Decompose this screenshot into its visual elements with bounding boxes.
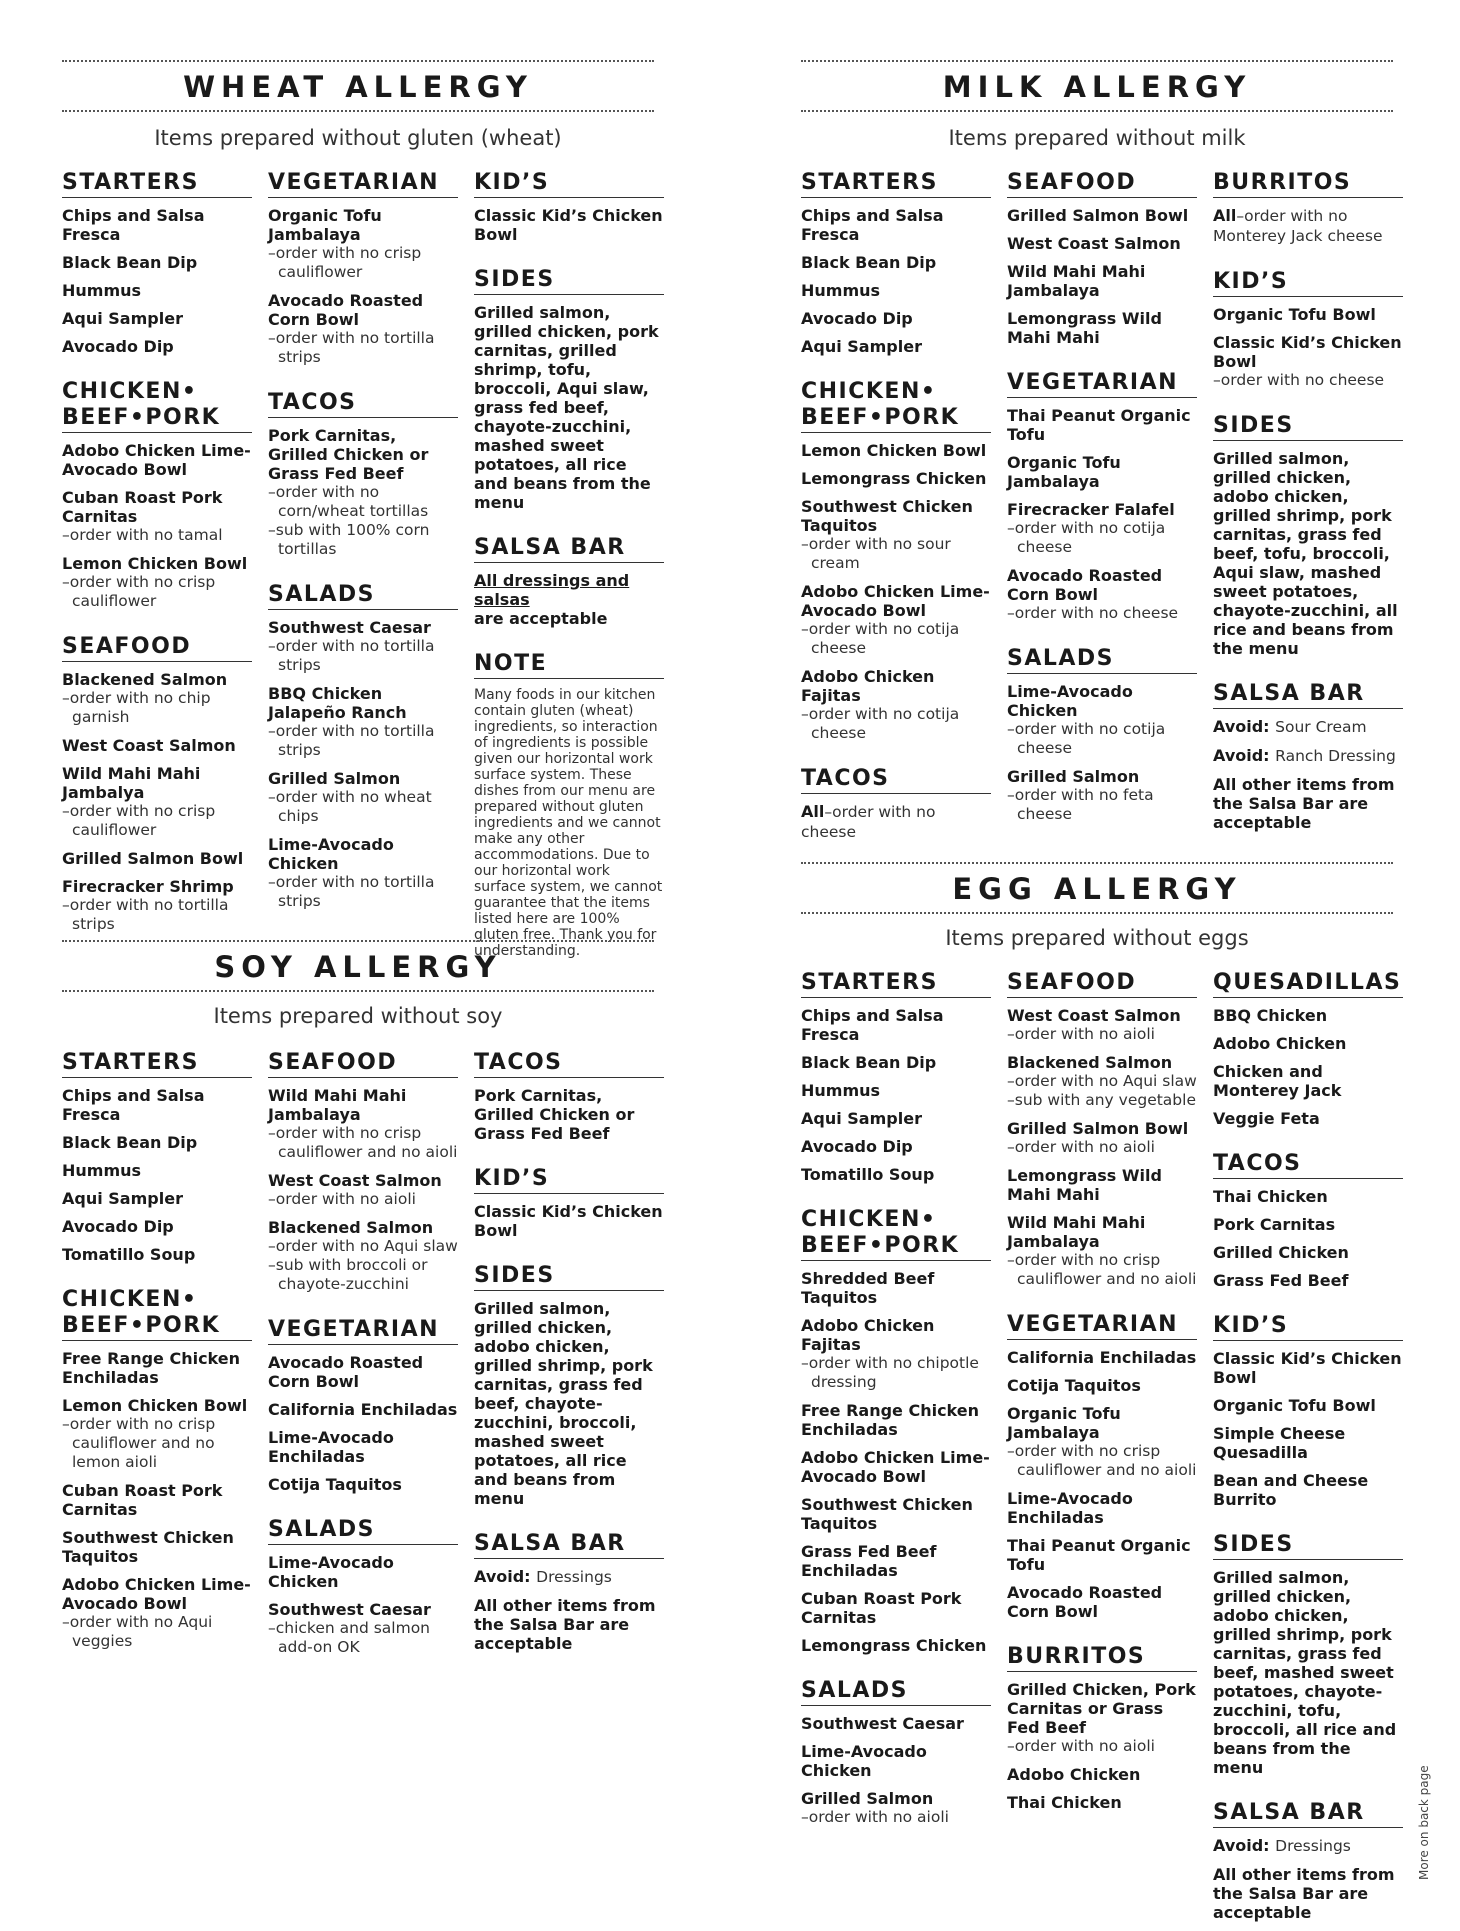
menu-item: Grilled salmon, grilled chicken, pork carnitas, grilled shrimp, tofu, broccoli, Aqui slaw, grass fed beef, chayote-zucchini, mashed sweet potatoes, all rice and beans from the menu bbox=[474, 303, 659, 512]
dotted-divider bbox=[801, 110, 1393, 112]
milk-column-3 bbox=[1213, 170, 1403, 841]
menu-item: Avocado Dip bbox=[801, 1137, 913, 1156]
dotted-divider bbox=[801, 912, 1393, 914]
menu-item: West Coast Salmon – order with no aioli bbox=[268, 1171, 458, 1209]
menu-item: Adobo Chicken bbox=[1007, 1765, 1141, 1784]
menu-item: Grilled Salmon Bowl bbox=[1007, 206, 1189, 225]
menu-item: Cuban Roast Pork Carnitas – order with no tamal bbox=[62, 488, 252, 545]
menu-item: Thai Chicken bbox=[1213, 1187, 1328, 1206]
menu-item: Wild Mahi Mahi Jambalaya bbox=[1007, 262, 1146, 300]
menu-item: California Enchiladas bbox=[1007, 1348, 1197, 1367]
menu-item: Blackened Salmon – order with no chip garnish bbox=[62, 670, 252, 727]
menu-item: Grilled Chicken bbox=[1213, 1243, 1349, 1262]
soy-section-header bbox=[62, 940, 654, 992]
menu-item: Lemon Chicken Bowl – order with no crisp cauliflower and no lemon aioli bbox=[62, 1396, 252, 1472]
category-header: TACOS bbox=[1213, 1151, 1403, 1179]
menu-item: Thai Peanut Organic Tofu bbox=[1007, 1536, 1191, 1574]
menu-item: Avocado Roasted Corn Bowl bbox=[1007, 1583, 1163, 1621]
menu-item: Grilled Salmon – order with no aioli bbox=[801, 1789, 991, 1827]
menu-item: Aqui Sampler bbox=[62, 309, 183, 328]
category-header: TACOS bbox=[801, 766, 991, 794]
menu-item: Avocado Dip bbox=[62, 337, 174, 356]
menu-item: Avocado Roasted Corn Bowl – order with no tortilla strips bbox=[268, 291, 458, 367]
menu-item: Lime-Avocado Chicken bbox=[268, 1553, 394, 1591]
menu-item: Southwest Caesar bbox=[801, 1714, 964, 1733]
menu-item: Black Bean Dip bbox=[801, 1053, 937, 1072]
category-header: KID’S bbox=[1213, 1313, 1403, 1341]
category-header: KID’S bbox=[474, 170, 664, 198]
menu-item: Pork Carnitas, Grilled Chicken or Grass Fed Beef bbox=[474, 1086, 635, 1143]
milk-section-header bbox=[801, 60, 1393, 112]
section-subtitle: Items prepared without eggs bbox=[945, 926, 1249, 950]
menu-item: Grilled Salmon – order with no feta cheese bbox=[1007, 767, 1197, 824]
menu-item: Chicken and Monterey Jack bbox=[1213, 1062, 1342, 1100]
category-header: QUESADILLAS bbox=[1213, 970, 1403, 998]
section-title: EGG ALLERGY bbox=[952, 872, 1242, 906]
menu-item: All–order with no cheese bbox=[801, 802, 936, 841]
menu-item: All other items from the Salsa Bar are acceptable bbox=[1213, 775, 1395, 832]
menu-item: Lime-Avocado Chicken – order with no tortilla strips bbox=[268, 835, 458, 911]
dotted-divider bbox=[62, 60, 654, 62]
menu-item: Grilled Salmon – order with no wheat chips bbox=[268, 769, 458, 826]
menu-item: Lime-Avocado Chicken – order with no cotija cheese bbox=[1007, 682, 1197, 758]
category-header: SALSA BAR bbox=[1213, 681, 1403, 709]
menu-item: Lemon Chicken Bowl bbox=[801, 441, 987, 460]
menu-item: Lime-Avocado Enchiladas bbox=[1007, 1489, 1133, 1527]
dotted-divider bbox=[801, 60, 1393, 62]
menu-item: Classic Kid’s Chicken Bowl – order with no cheese bbox=[1213, 333, 1403, 390]
menu-item: Black Bean Dip bbox=[62, 1133, 198, 1152]
category-header: STARTERS bbox=[62, 170, 252, 198]
menu-item: Veggie Feta bbox=[1213, 1109, 1320, 1128]
dotted-divider bbox=[62, 990, 654, 992]
menu-item: Shredded Beef Taquitos bbox=[801, 1269, 935, 1307]
category-header: SIDES bbox=[1213, 413, 1403, 441]
menu-item: Avoid: Dressings bbox=[474, 1567, 612, 1586]
menu-item: Avocado Dip bbox=[801, 309, 913, 328]
menu-item: Grass Fed Beef bbox=[1213, 1271, 1349, 1290]
menu-item: Adobo Chicken Lime-Avocado Bowl – order with no Aqui veggies bbox=[62, 1575, 252, 1651]
menu-item: Classic Kid’s Chicken Bowl bbox=[1213, 1349, 1402, 1387]
menu-item: All other items from the Salsa Bar are acceptable bbox=[1213, 1865, 1395, 1922]
menu-item: Chips and Salsa Fresca bbox=[62, 1086, 205, 1124]
menu-item: Adobo Chicken bbox=[1213, 1034, 1347, 1053]
menu-item: Simple Cheese Quesadilla bbox=[1213, 1424, 1346, 1462]
category-header: SIDES bbox=[1213, 1532, 1403, 1560]
menu-item: Grilled Salmon Bowl – order with no aioli bbox=[1007, 1119, 1197, 1157]
menu-item: Free Range Chicken Enchiladas bbox=[62, 1349, 241, 1387]
menu-item: Lime-Avocado Enchiladas bbox=[268, 1428, 394, 1466]
category-header: CHICKEN• BEEF•PORK bbox=[801, 1207, 991, 1261]
menu-item: BBQ Chicken bbox=[1213, 1006, 1328, 1025]
menu-item: Grilled salmon, grilled chicken, adobo chicken, grilled shrimp, pork carnitas, grass fed beef, chayote-zucchini, broccoli, mashed sweet potatoes, all rice and beans from menu bbox=[474, 1299, 653, 1508]
menu-item: Thai Peanut Organic Tofu bbox=[1007, 406, 1191, 444]
menu-item: Black Bean Dip bbox=[801, 253, 937, 272]
category-header: SEAFOOD bbox=[1007, 970, 1197, 998]
category-header: CHICKEN• BEEF•PORK bbox=[62, 1287, 252, 1341]
menu-item: Cotija Taquitos bbox=[268, 1475, 402, 1494]
menu-item: Chips and Salsa Fresca bbox=[801, 206, 944, 244]
menu-item: Organic Tofu Jambalaya – order with no crisp cauliflower and no aioli bbox=[1007, 1404, 1197, 1480]
menu-item: Grilled Chicken, Pork Carnitas or Grass Fed Beef – order with no aioli bbox=[1007, 1680, 1197, 1756]
section-subtitle: Items prepared without soy bbox=[213, 1004, 503, 1028]
menu-item: Lime-Avocado Chicken bbox=[801, 1742, 927, 1780]
section-title: WHEAT ALLERGY bbox=[183, 70, 533, 104]
category-header: SALSA BAR bbox=[474, 1531, 664, 1559]
category-header: SALSA BAR bbox=[1213, 1800, 1403, 1828]
category-header: SALSA BAR bbox=[474, 535, 664, 563]
menu-item: Chips and Salsa Fresca bbox=[62, 206, 205, 244]
menu-item: Organic Tofu Bowl bbox=[1213, 1396, 1376, 1415]
menu-item: Blackened Salmon – order with no Aqui slaw – sub with any vegetable bbox=[1007, 1053, 1197, 1110]
soy-column-1 bbox=[62, 1050, 252, 1660]
menu-item: Cotija Taquitos bbox=[1007, 1376, 1141, 1395]
menu-item: California Enchiladas bbox=[268, 1400, 458, 1419]
menu-item: Firecracker Shrimp – order with no tortilla strips bbox=[62, 877, 252, 934]
section-title: SOY ALLERGY bbox=[214, 950, 502, 984]
section-subtitle: Items prepared without milk bbox=[948, 126, 1246, 150]
menu-item: Avoid: Ranch Dressing bbox=[1213, 746, 1396, 765]
menu-item: Grilled salmon, grilled chicken, adobo chicken, grilled shrimp, pork carnitas, grass fed beef, tofu, broccoli, Aqui slaw, mashed sweet potatoes, chayote-zucchini, all rice and beans from the menu bbox=[1213, 449, 1398, 658]
wheat-column-1 bbox=[62, 170, 252, 943]
menu-item: Hummus bbox=[801, 281, 881, 300]
category-header: BURRITOS bbox=[1007, 1644, 1197, 1672]
menu-item: Aqui Sampler bbox=[62, 1189, 183, 1208]
menu-item: Wild Mahi Mahi Jambalaya – order with no crisp cauliflower and no aioli bbox=[1007, 1213, 1197, 1289]
category-header: BURRITOS bbox=[1213, 170, 1403, 198]
menu-item: Free Range Chicken Enchiladas bbox=[801, 1401, 980, 1439]
menu-item: West Coast Salmon bbox=[1007, 234, 1181, 253]
menu-item: Grilled Salmon Bowl bbox=[62, 849, 244, 868]
note-paragraph: Many foods in our kitchen contain gluten (wheat) ingredients, so interaction of ingredients is possible given our horizontal work surface system. These dishes from our menu are prepared without gluten ingredients and we cannot make any other accommodations. Due to our horizontal work surface system, we cannot guarantee that the items listed here are 100% gluten free. Thank you for understanding. bbox=[474, 687, 663, 959]
menu-item: Organic Tofu Jambalaya bbox=[1007, 453, 1121, 491]
menu-item: Pork Carnitas, Grilled Chicken or Grass Fed Beef – order with no corn/wheat tortillas – sub with 100% corn tortillas bbox=[268, 426, 458, 559]
menu-item: BBQ Chicken Jalapeño Ranch – order with no tortilla strips bbox=[268, 684, 458, 760]
menu-item: Adobo Chicken Lime-Avocado Bowl bbox=[62, 441, 251, 479]
menu-item: Classic Kid’s Chicken Bowl bbox=[474, 1202, 663, 1240]
menu-item: Hummus bbox=[801, 1081, 881, 1100]
category-header: NOTE bbox=[474, 651, 664, 679]
menu-item: Lemongrass Wild Mahi Mahi bbox=[1007, 1166, 1162, 1204]
menu-item: Organic Tofu Jambalaya – order with no crisp cauliflower bbox=[268, 206, 458, 282]
menu-item: Southwest Caesar – order with no tortilla strips bbox=[268, 618, 458, 675]
menu-item: Firecracker Falafel – order with no cotija cheese bbox=[1007, 500, 1197, 557]
category-header: SALADS bbox=[268, 582, 458, 610]
section-subtitle: Items prepared without gluten (wheat) bbox=[154, 126, 562, 150]
menu-item: Adobo Chicken Fajitas – order with no cotija cheese bbox=[801, 667, 991, 743]
category-header: TACOS bbox=[268, 390, 458, 418]
category-header: SEAFOOD bbox=[1007, 170, 1197, 198]
menu-item: Lemongrass Chicken bbox=[801, 1636, 987, 1655]
category-header: STARTERS bbox=[801, 970, 991, 998]
category-header: VEGETARIAN bbox=[1007, 1312, 1197, 1340]
menu-item: All–order with no Monterey Jack cheese bbox=[1213, 206, 1383, 245]
menu-item: Lemongrass Wild Mahi Mahi bbox=[1007, 309, 1162, 347]
category-header: SIDES bbox=[474, 267, 664, 295]
menu-item: Hummus bbox=[62, 1161, 142, 1180]
menu-item: Wild Mahi Mahi Jambalya – order with no crisp cauliflower bbox=[62, 764, 252, 840]
category-header: SIDES bbox=[474, 1263, 664, 1291]
category-header: STARTERS bbox=[801, 170, 991, 198]
egg-column-1 bbox=[801, 970, 991, 1836]
menu-item: Cuban Roast Pork Carnitas bbox=[801, 1589, 962, 1627]
menu-item: Avoid: Sour Cream bbox=[1213, 717, 1367, 736]
menu-item: Thai Chicken bbox=[1007, 1793, 1122, 1812]
soy-column-2 bbox=[268, 1050, 458, 1666]
category-header: SALADS bbox=[268, 1517, 458, 1545]
wheat-column-3 bbox=[474, 170, 664, 968]
more-on-back-note: More on back page bbox=[1417, 1765, 1431, 1880]
menu-item: Avocado Roasted Corn Bowl bbox=[268, 1353, 424, 1391]
menu-item: Black Bean Dip bbox=[62, 253, 198, 272]
category-header: CHICKEN• BEEF•PORK bbox=[62, 379, 252, 433]
dotted-divider bbox=[62, 940, 654, 942]
category-header: VEGETARIAN bbox=[268, 1317, 458, 1345]
menu-item: Aqui Sampler bbox=[801, 1109, 922, 1128]
menu-item: Southwest Chicken Taquitos – order with no sour cream bbox=[801, 497, 991, 573]
menu-item: Wild Mahi Mahi Jambalaya – order with no crisp cauliflower and no aioli bbox=[268, 1086, 458, 1162]
category-header: CHICKEN• BEEF•PORK bbox=[801, 379, 991, 433]
category-header: KID’S bbox=[1213, 269, 1403, 297]
soy-column-3 bbox=[474, 1050, 664, 1662]
category-header: VEGETARIAN bbox=[1007, 370, 1197, 398]
menu-item: West Coast Salmon – order with no aioli bbox=[1007, 1006, 1197, 1044]
category-header: SALADS bbox=[1007, 646, 1197, 674]
menu-item: Southwest Caesar – chicken and salmon add-on OK bbox=[268, 1600, 458, 1657]
menu-item: Avoid: Dressings bbox=[1213, 1836, 1351, 1855]
menu-item: Classic Kid’s Chicken Bowl bbox=[474, 206, 663, 244]
menu-item: Aqui Sampler bbox=[801, 337, 922, 356]
dotted-divider bbox=[801, 862, 1393, 864]
menu-item: Pork Carnitas bbox=[1213, 1215, 1336, 1234]
menu-item: Blackened Salmon – order with no Aqui slaw – sub with broccoli or chayote-zucchini bbox=[268, 1218, 458, 1294]
menu-item: Lemon Chicken Bowl – order with no crisp cauliflower bbox=[62, 554, 252, 611]
category-header: VEGETARIAN bbox=[268, 170, 458, 198]
menu-item: Southwest Chicken Taquitos bbox=[62, 1528, 234, 1566]
menu-item: Southwest Chicken Taquitos bbox=[801, 1495, 973, 1533]
menu-item: Bean and Cheese Burrito bbox=[1213, 1471, 1369, 1509]
milk-column-2 bbox=[1007, 170, 1197, 833]
menu-item: Cuban Roast Pork Carnitas bbox=[62, 1481, 223, 1519]
wheat-column-2 bbox=[268, 170, 458, 920]
menu-item: Avocado Dip bbox=[62, 1217, 174, 1236]
egg-column-2 bbox=[1007, 970, 1197, 1821]
category-header: SEAFOOD bbox=[268, 1050, 458, 1078]
menu-item: Avocado Roasted Corn Bowl – order with no cheese bbox=[1007, 566, 1197, 623]
category-header: SALADS bbox=[801, 1678, 991, 1706]
category-header: STARTERS bbox=[62, 1050, 252, 1078]
menu-item: Adobo Chicken Fajitas – order with no chipotle dressing bbox=[801, 1316, 991, 1392]
menu-item: Adobo Chicken Lime-Avocado Bowl – order with no cotija cheese bbox=[801, 582, 991, 658]
menu-item: Tomatillo Soup bbox=[62, 1245, 196, 1264]
menu-item: Grilled salmon, grilled chicken, adobo chicken, grilled shrimp, pork carnitas, grass fed beef, mashed sweet potatoes, chayote-zucchini, tofu, broccoli, all rice and beans from the menu bbox=[1213, 1568, 1397, 1777]
menu-item: Grass Fed Beef Enchiladas bbox=[801, 1542, 937, 1580]
menu-item: All dressings and salsas are acceptable bbox=[474, 571, 630, 628]
milk-column-1 bbox=[801, 170, 991, 851]
menu-item: West Coast Salmon bbox=[62, 736, 236, 755]
egg-section-header bbox=[801, 862, 1393, 914]
menu-item: Organic Tofu Bowl bbox=[1213, 305, 1376, 324]
menu-item: Lemongrass Chicken bbox=[801, 469, 987, 488]
wheat-section-header bbox=[62, 60, 654, 112]
menu-item: All other items from the Salsa Bar are acceptable bbox=[474, 1596, 656, 1653]
menu-item: Adobo Chicken Lime-Avocado Bowl bbox=[801, 1448, 990, 1486]
category-header: KID’S bbox=[474, 1166, 664, 1194]
menu-item: Hummus bbox=[62, 281, 142, 300]
dotted-divider bbox=[62, 110, 654, 112]
menu-item: Tomatillo Soup bbox=[801, 1165, 935, 1184]
category-header: TACOS bbox=[474, 1050, 664, 1078]
category-header: SEAFOOD bbox=[62, 634, 252, 662]
menu-item: Chips and Salsa Fresca bbox=[801, 1006, 944, 1044]
section-title: MILK ALLERGY bbox=[942, 70, 1252, 104]
egg-column-3 bbox=[1213, 970, 1403, 1931]
